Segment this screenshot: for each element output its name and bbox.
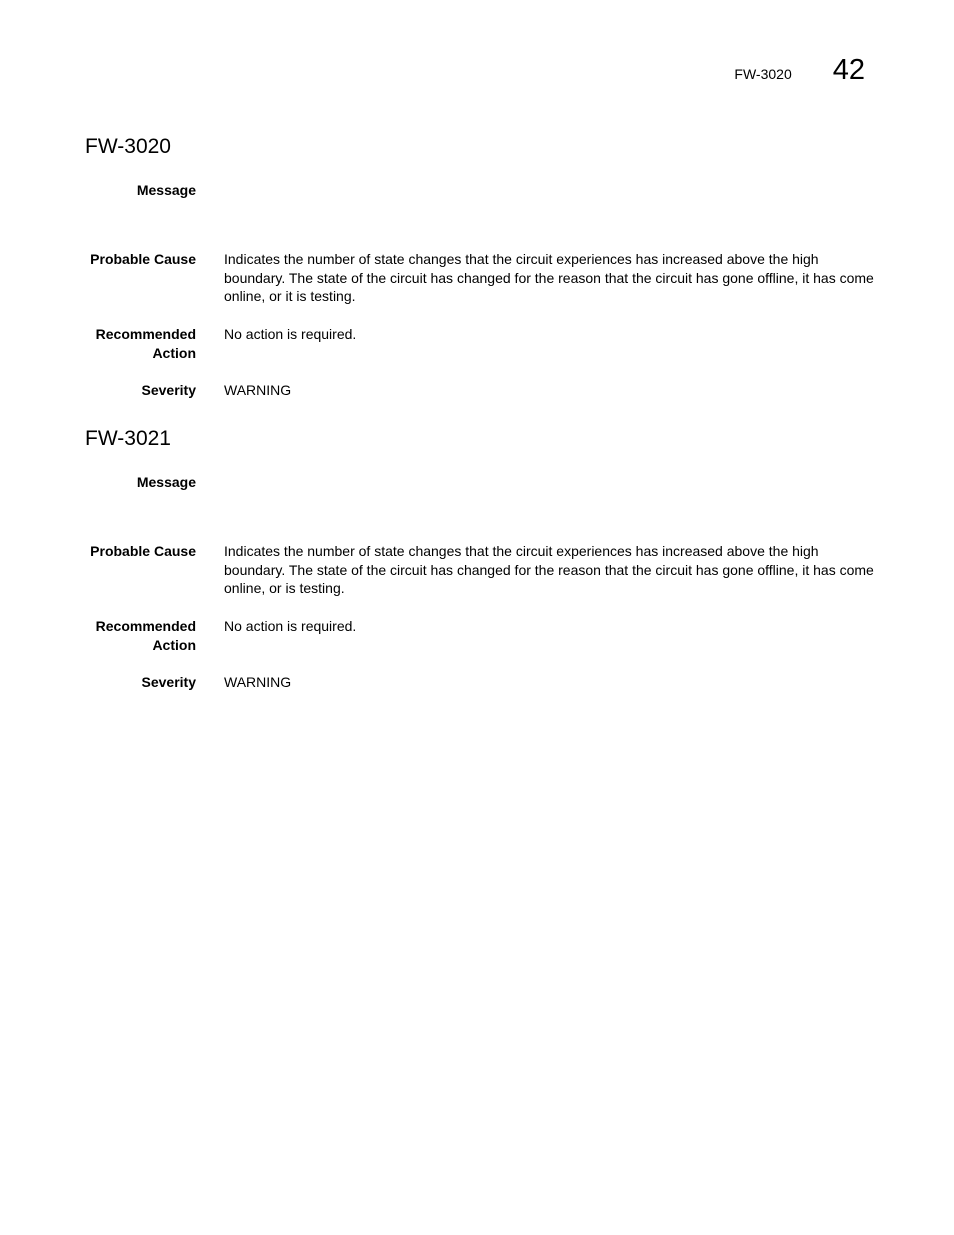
severity-value: WARNING xyxy=(224,674,292,690)
section-title: FW-3021 xyxy=(85,427,171,450)
recommended-action-value: No action is required. xyxy=(224,618,357,634)
severity-value: WARNING xyxy=(224,382,292,398)
probable-cause-label: Probable Cause xyxy=(90,543,196,559)
recommended-action-label: Recommended Action xyxy=(95,618,196,653)
recommended-action-value: No action is required. xyxy=(224,326,357,342)
severity-label: Severity xyxy=(141,674,196,690)
probable-cause-value: Indicates the number of state changes that the circuit experiences has increased above the high boundary. The state of the circuit has changed for the reason that the circuit has gone offline, it has come online, or it is testing. xyxy=(224,251,874,304)
severity-label: Severity xyxy=(141,382,196,398)
running-title: FW-3020 xyxy=(734,66,792,82)
message-label: Message xyxy=(136,182,196,198)
running-header xyxy=(734,56,865,85)
probable-cause-value: Indicates the number of state changes that the circuit experiences has increased above the high boundary. The state of the circuit has changed for the reason that the circuit has gone offline, it has come online, or is testing. xyxy=(224,543,874,596)
section-title: FW-3020 xyxy=(85,135,171,158)
probable-cause-label: Probable Cause xyxy=(90,251,196,267)
recommended-action-label: Recommended Action xyxy=(95,326,196,361)
message-label: Message xyxy=(136,474,196,490)
chapter-number: 42 xyxy=(832,54,865,86)
